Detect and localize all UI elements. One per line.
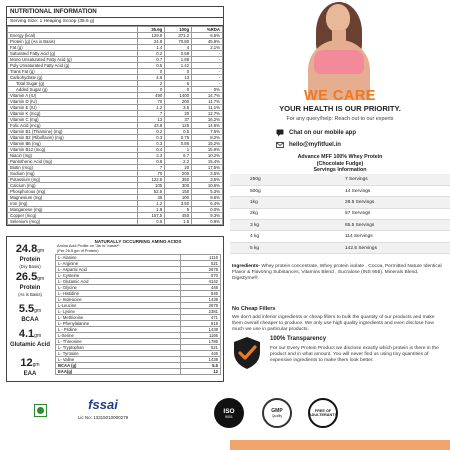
nutrition-row: Mono Unsaturated Fatty Acid (g) 0.7 1.88 - — [8, 57, 223, 63]
chat-link[interactable]: Chat on our mobile app — [276, 128, 356, 138]
amino-row: L-Serine 1166 — [56, 333, 221, 339]
no-cheap-text: We don't add inferior ingredients or cheap fillers to bulk the quantity of our products and make them overall cheaper to produce. We only use high quality ingredients and even disclose how much we use in particular products. — [232, 315, 435, 332]
ingredients: Ingredients- Whey protein concentrate, Whey protein isolate , Cocoa, Permitted Nature Identical Flavor & Flavoring Substances, Vitamins Blend , Sucralose (INS 955), Minerals Blend, DigeZyme®. — [232, 264, 442, 281]
iso-badge-icon: ISO 9001 — [214, 398, 244, 428]
nutrition-title: NUTRITIONAL INFORMATION — [7, 7, 223, 18]
nutrition-row: Niacin (mg) 3.3 6.7 10.2% — [8, 153, 223, 159]
transparency-text: For our Every Protein Product we disclose exactly which protein is there in the product and in what amount. You will never find us using tiny quantities of expensive ingredients to make them look better. — [270, 346, 439, 363]
hero-image — [230, 0, 450, 100]
nutrition-row: Vitamin A (IU) 490 1400 14.7% — [8, 93, 223, 99]
nutrition-row: Vitamin B1 (Thiamine) (mg) 0.2 0.5 7.6% — [8, 129, 223, 135]
amino-row: L- Arginine 521 — [56, 261, 221, 267]
health-priority: YOUR HEALTH IS OUR PRIORITY. — [279, 104, 401, 113]
chat-icon — [276, 129, 284, 137]
nutrition-row: Vitamin B2 (Riboflavin) (mg) 0.3 0.75 8.2% — [8, 135, 223, 141]
amino-row: L-Leucine 2678 — [56, 303, 221, 309]
nutrition-row: Selenium (mcg) 0.5 1.5 0.9% — [8, 219, 223, 225]
amino-row: L- Histidine 546 — [56, 291, 221, 297]
gmp-badge-icon: GMP Quality — [262, 398, 292, 428]
servings-row: 3 kg 85.5 Servings — [230, 220, 450, 231]
nutrition-row: Carbohydrate (g) 4.6 13 - — [8, 75, 223, 81]
amino-row: L- Phenylalanine 818 — [56, 321, 221, 327]
nutrition-row: Total Sugar (g) 2 6 - — [8, 81, 223, 87]
woman-figure-icon — [290, 0, 390, 100]
nutrition-row: Potassium (mg) 122.5 350 3.5% — [8, 177, 223, 183]
nutrition-row: Iron (mg) 1.2 3.50 6.4% — [8, 201, 223, 207]
servings-title: Advance MFF 100% Whey Protein (Chocolate Fudge) Servings Information — [297, 154, 383, 173]
nutrition-row: Copper (mcg) 157.5 450 9.3% — [8, 213, 223, 219]
nutrition-row: Biotin (mcg) 7 20 17.5% — [8, 165, 223, 171]
nutrition-row: Vitamin B6 (mg) 0.3 0.86 15.2% — [8, 141, 223, 147]
servings-row: 500g 14 Servings — [230, 185, 450, 196]
amino-title: NATURALLY OCCURRING AMINO ACIDS — [94, 239, 182, 244]
query-text: For any query/help: Reach out to our experts — [286, 116, 394, 122]
nutrition-row: Fat (g) 1.4 4 2.1% — [8, 45, 223, 51]
stat-protein-dry: 24.8gm Protein (Dry Basis) — [15, 243, 45, 269]
amino-table-wrap — [55, 239, 221, 375]
nutrition-row: Vitamin C (mg) 13 37 16.2% — [8, 117, 223, 123]
nutrition-row: Trans Fat (g) 0 0 - — [8, 69, 223, 75]
amino-row: L- Tyrosine 446 — [56, 351, 221, 357]
amino-row: L- Aspartic Acid 2678 — [56, 267, 221, 273]
amino-panel — [6, 236, 224, 382]
fssai-logo: fssai Lic No: 13315010000279 — [74, 398, 132, 421]
stat-bcaa: 5.5gm BCAA — [18, 303, 42, 323]
nutrition-row: Saturated Fatty Acid (g) 0.2 0.68 - — [8, 51, 223, 57]
nutrition-row: Manganese (mg) 1.8 5 0.0% — [8, 207, 223, 213]
col-header: 35.6g — [138, 27, 165, 33]
amino-row: EAA(g) 12 — [56, 369, 221, 375]
email-icon — [276, 141, 284, 149]
amino-row: L- Threonine 1786 — [56, 339, 221, 345]
amino-row: L- Cysteine 570 — [56, 273, 221, 279]
no-cheap-title: No Cheap Fillers — [232, 306, 276, 312]
nutrition-row: Pantothenic Acid (mg) 0.8 2.2 15.4% — [8, 159, 223, 165]
stat-glutamic: 4.1gm Glutamic Acid — [9, 328, 51, 348]
email-link[interactable]: hello@myfitfuel.in — [276, 140, 341, 150]
amino-subtitle: Amino Acid Profile on "As Is" basis** — [57, 243, 120, 248]
amino-subtitle-2: (Per 26.5 gm of Protein) — [57, 247, 99, 253]
nutrition-panel — [6, 6, 224, 226]
nutrition-row: Folic Acid (mcg) 43.8 125 14.6% — [8, 123, 223, 129]
serving-size: Serving Size: 1 Heaping Scoop (35.6 g) — [7, 18, 223, 26]
nutrition-row: Calcium (mg) 105 300 10.5% — [8, 183, 223, 189]
nutrition-row: Vitamin B12 (mcg) 0.4 1 15.9% — [8, 147, 223, 153]
nutrition-row: Vitamin K (mcg) 7 20 12.7% — [8, 111, 223, 117]
amino-row: L- Alanine 1116 — [56, 255, 221, 261]
stat-protein-asis: 26.5gm Protein (As is Basis) — [15, 271, 45, 297]
nutrition-row: Magnesium (mg) 35 100 8.6% — [8, 195, 223, 201]
amino-row: L- Tryptophan 521 — [56, 345, 221, 351]
amino-row: L- Lysine 2381 — [56, 309, 221, 315]
veg-mark-icon — [34, 404, 47, 417]
amino-row: L- Valine 1438 — [56, 357, 221, 363]
bottom-accent-bar — [230, 440, 450, 450]
nutrition-row: Vitamin D (IU) 70 200 11.7% — [8, 99, 223, 105]
servings-row: 2kg 57 Servings — [230, 208, 450, 219]
amino-row: BCAA (g) 5.5 — [56, 363, 221, 369]
adulterant-free-badge-icon: FREE OF ADULTERANTS — [308, 398, 338, 428]
amino-row: L- Glycine 446 — [56, 285, 221, 291]
nutrition-row: Energy (kcal) 129.9 371.2 6.5% — [8, 33, 223, 39]
nutrition-row: Added Sugar (g) 0 0 0% — [8, 87, 223, 93]
macro-stats — [7, 237, 53, 381]
certifications — [6, 396, 336, 440]
nutrition-row: Protein (g) (As is Basis) 24.8 70.80 45.9% — [8, 39, 223, 45]
transparency-title: 100% Transparency — [270, 336, 327, 342]
col-header: 100g — [165, 27, 192, 33]
amino-row: L- Isoleucine 1438 — [56, 297, 221, 303]
amino-row: L- Glutamic Acid 4142 — [56, 279, 221, 285]
servings-row: 250g 7 Servings — [230, 174, 450, 185]
servings-row: 5 kg 142.5 Servings — [230, 242, 450, 253]
nutrition-row: Phosphorous (mg) 52.5 150 5.3% — [8, 189, 223, 195]
amino-row: L - Proline 1438 — [56, 327, 221, 333]
nutrition-row: Poly Unsaturated Fatty Acid (g) 0.5 1.42 - — [8, 63, 223, 69]
servings-row: 1kg 28.5 Servings — [230, 197, 450, 208]
we-care-heading: WE CARE — [304, 88, 376, 104]
shield-check-icon — [232, 336, 262, 370]
servings-row: 4 kg 114 Servings — [230, 231, 450, 242]
stat-eaa: 12gm EAA — [20, 357, 40, 377]
nutrition-row: Sodium (mg) 70 200 3.5% — [8, 171, 223, 177]
license-number: Lic No: 13315010000279 — [77, 415, 129, 420]
nutrition-row: Vitamin E (IU) 1.2 3.5 11.1% — [8, 105, 223, 111]
nutrition-table — [7, 26, 223, 225]
amino-table — [55, 254, 221, 375]
amino-row: L- Methionine 471 — [56, 315, 221, 321]
servings-table — [230, 174, 450, 254]
col-header: %RDA — [192, 27, 223, 33]
